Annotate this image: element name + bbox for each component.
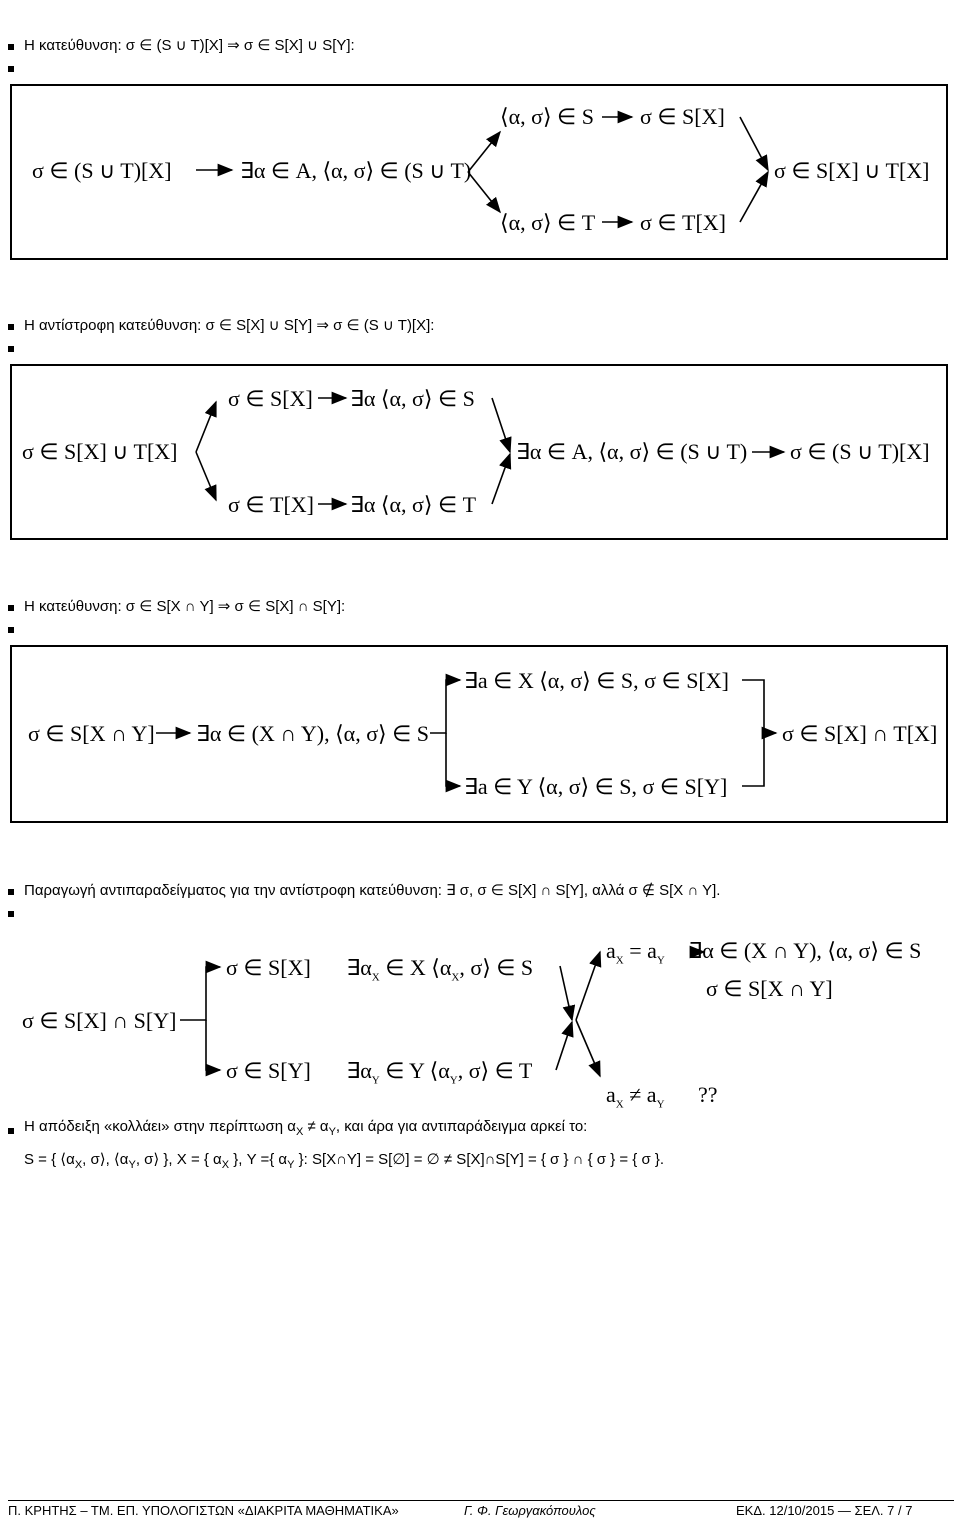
formula-left: σ ∈ S[X] ∩ S[Y] <box>22 1008 177 1033</box>
formula-mid: ∃α ∈ (X ∩ Y), ⟨α, σ⟩ ∈ S <box>196 721 430 746</box>
formula-bot-b: ∃α ⟨α, σ⟩ ∈ T <box>350 492 477 517</box>
formula-bot-a: ⟨α, σ⟩ ∈ T <box>500 210 596 235</box>
formula-bot: ∃a ∈ Y ⟨α, σ⟩ ∈ S, σ ∈ S[Y] <box>464 774 728 799</box>
formula-mid: ∃α ∈ A, ⟨α, σ⟩ ∈ (S ∪ T) <box>516 439 748 464</box>
formula-top-b: ∃α ⟨α, σ⟩ ∈ S <box>350 386 475 411</box>
formula-bot-b: σ ∈ T[X] <box>640 210 727 235</box>
formula-top-a: σ ∈ S[X] <box>228 386 313 411</box>
formula-top: σ ∈ S[X] $\exists\alpha_X$ ∈ X $⟨\alpha_X$, σ⟩ ∈ S <box>226 955 534 984</box>
footer-right: ΕΚΔ. 12/10/2015 — ΣΕΛ. 7 / 7 <box>736 1503 913 1518</box>
formula-right-top: $a_X = a_Y$ ∃α ∈ (X ∩ Y), ⟨α, σ⟩ ∈ S <box>606 938 922 967</box>
formula-top-a: ⟨α, σ⟩ ∈ S <box>500 104 594 129</box>
proof-line-2: S = { $⟨\alpha_X$, σ⟩, $⟨\alpha_Y$, σ⟩ }, X = { $\alpha_X$ }, Υ ={ $\alpha_Y$ }: S[X∩Y] = S[∅] = ∅ ≠ S[X]∩S[Y] = { σ } ∩ { σ } = { σ }. <box>24 1151 665 1171</box>
formula-right: σ ∈ S[X] ∪ T[X] <box>774 158 930 183</box>
formula-top: ∃a ∈ X ⟨α, σ⟩ ∈ S, σ ∈ S[X] <box>464 668 729 693</box>
section-heading-4: Παραγωγή αντιπαραδείγματος για την αντίστροφη κατεύθυνση: ∃ σ, σ ∈ S[X] ∩ S[Y], αλλά σ ∉ S[X ∩ Y]. <box>24 882 721 899</box>
footer-rule <box>8 1500 954 1501</box>
formula-right: σ ∈ (S ∪ T)[X] <box>790 439 930 464</box>
section-heading-2: Η αντίστροφη κατεύθυνση: σ ∈ S[X] ∪ S[Y] ⇒ σ ∈ (S ∪ T)[X]: <box>24 317 435 334</box>
proof-line-1: Η απόδειξη «κολλάει» στην περίπτωση $\alpha_X \ne \alpha_Y$, και άρα για αντιπαράδειγμα αρκεί το: <box>24 1118 588 1138</box>
footer-left: Π. ΚΡΗΤΗΣ – ΤΜ. ΕΠ. ΥΠΟΛΟΓΙΣΤΩΝ «ΔΙΑΚΡΙΤΑ ΜΑΘΗΜΑΤΙΚΑ» <box>8 1503 399 1518</box>
formula-right-bot: $a_X \ne a_Y$ ?? <box>606 1082 718 1111</box>
formula-right-mid: σ ∈ S[X ∩ Y] <box>706 976 833 1001</box>
formula-top-b: σ ∈ S[X] <box>640 104 725 129</box>
formula-bot: σ ∈ S[Y] $\exists\alpha_Y$ ∈ Y $⟨\alpha_Y$, σ⟩ ∈ T <box>226 1058 533 1087</box>
formula-left: σ ∈ (S ∪ T)[X] <box>32 158 172 183</box>
formula-left: σ ∈ S[X ∩ Y] <box>28 721 155 746</box>
formula-left: σ ∈ S[X] ∪ T[X] <box>22 439 178 464</box>
formula-right: σ ∈ S[X] ∩ T[X] <box>782 721 938 746</box>
formula-mid: ∃α ∈ A, ⟨α, σ⟩ ∈ (S ∪ T) <box>240 158 472 183</box>
footer-author: Γ. Φ. Γεωργακόπουλος <box>464 1503 596 1518</box>
formula-bot-a: σ ∈ T[X] <box>228 492 315 517</box>
section-heading-1: Η κατεύθυνση: σ ∈ (S ∪ T)[X] ⇒ σ ∈ S[X] ∪ S[Y]: <box>24 37 355 54</box>
section-heading-3: Η κατεύθυνση: σ ∈ S[X ∩ Y] ⇒ σ ∈ S[X] ∩ S[Y]: <box>24 598 346 615</box>
